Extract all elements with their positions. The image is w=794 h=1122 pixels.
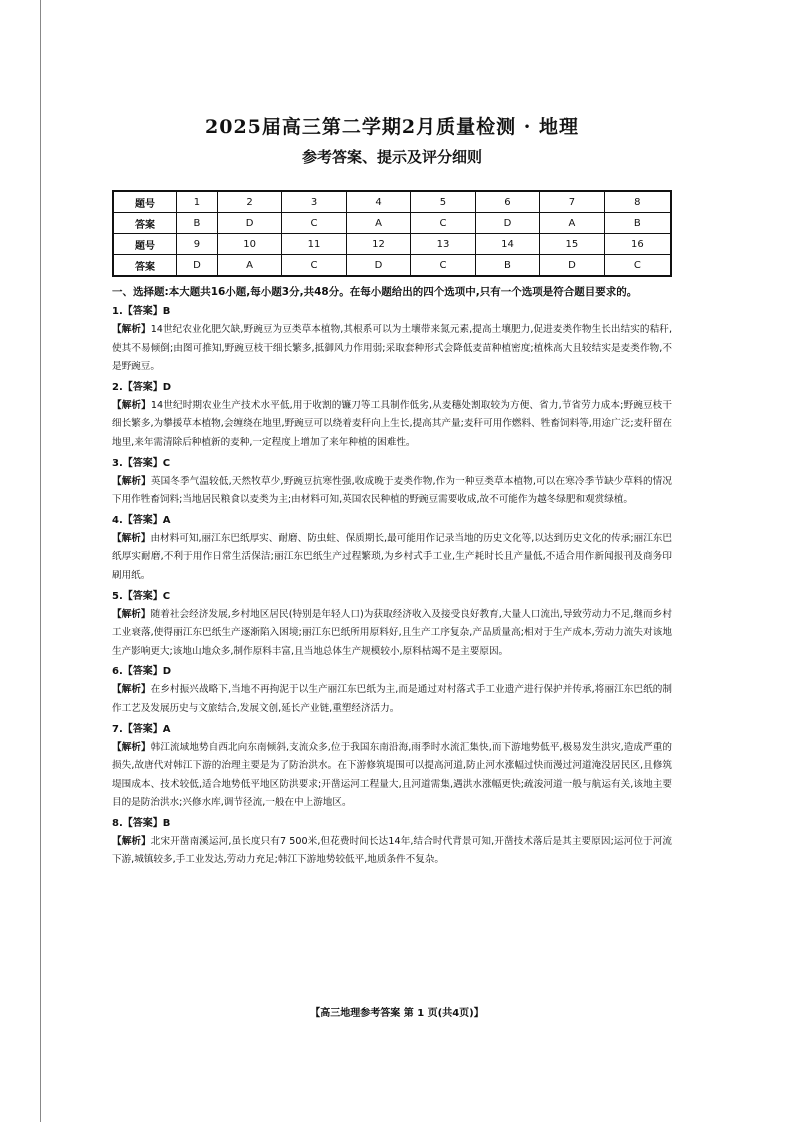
answer-table-cell: 13 <box>411 234 475 255</box>
answer-table-row <box>113 191 671 213</box>
answer-table-cell: 15 <box>540 234 604 255</box>
question-list <box>112 303 672 870</box>
answer-table-cell: 12 <box>346 234 410 255</box>
answer-table-cell: 7 <box>540 191 604 213</box>
analysis-body: 由材料可知,丽江东巴纸厚实、耐磨、防虫蛀、保质期长,最可能用作记录当地的历史文化等,以达到历史文化的传承;丽江东巴纸厚实耐磨,不利于用作日常生活保洁;丽江东巴纸生产过程繁琐,为乡村式手工业,生产耗时长且产量低,不适合用作新闻报刊及商务印刷用纸。 <box>112 532 673 581</box>
answer-table-body <box>113 191 671 276</box>
answer-letter: D <box>162 381 172 393</box>
analysis-tag: 【解析】 <box>112 608 151 620</box>
answer-table-cell: C <box>411 255 475 277</box>
analysis-text <box>112 833 672 870</box>
analysis-tag: 【解析】 <box>112 399 151 411</box>
answer-letter: B <box>162 817 171 829</box>
page-footer: 【高三地理参考答案 第 1 页(共4页)】 <box>310 1008 484 1019</box>
analysis-tag: 【解析】 <box>112 684 151 696</box>
answer-table-row-label: 答案 <box>113 213 177 234</box>
question-number: 1. <box>112 306 123 317</box>
answer-letter: A <box>162 514 171 526</box>
answer-table-cell: A <box>346 213 410 234</box>
question-number: 4. <box>112 514 123 526</box>
page-subtitle: 参考答案、提示及评分细则 <box>301 148 482 166</box>
answer-table-row-label: 答案 <box>113 255 177 277</box>
answer-table-cell: 4 <box>346 191 410 213</box>
answer-table-cell: A <box>217 255 281 277</box>
answer-key-page <box>112 114 672 870</box>
answer-tag: 【答案】 <box>122 723 163 735</box>
answer-tag: 【答案】 <box>122 514 163 526</box>
answer-letter: B <box>162 306 171 317</box>
answer-tag: 【答案】 <box>122 457 163 469</box>
answer-table-cell: 1 <box>177 191 218 213</box>
answer-table-cell: D <box>475 213 539 234</box>
answer-line <box>112 663 672 681</box>
analysis-text <box>112 530 672 586</box>
question-number: 8. <box>112 817 123 829</box>
question-block <box>112 512 672 586</box>
section-title: 一、选择题:本大题共16小题,每小题3分,共48分。在每小题给出的四个选项中,只有一个选项是符合题目要求的。 <box>112 286 638 298</box>
answer-line <box>112 721 672 739</box>
answer-table <box>112 190 672 277</box>
analysis-text <box>112 681 672 718</box>
analysis-body: 14世纪农业化肥欠缺,野豌豆为豆类草本植物,其根系可以为土壤带来氮元素,提高土壤肥力,促进麦类作物生长出结实的秸秆,使其不易倾倒;由图可推知,野豌豆枝干细长繁多,抵御风力作用弱;采取套种形式会降低麦苗种植密度;植株高大且较结实是麦类作物,不是野豌豆。 <box>112 324 672 373</box>
analysis-tag: 【解析】 <box>112 532 151 544</box>
analysis-text <box>112 397 672 453</box>
answer-table-cell: 5 <box>411 191 475 213</box>
answer-table-row-label: 题号 <box>113 234 177 255</box>
answer-table-row <box>113 213 671 234</box>
question-number: 3. <box>112 457 123 469</box>
answer-line <box>112 815 672 833</box>
answer-table-cell: D <box>346 255 410 277</box>
answer-table-cell: D <box>540 255 604 277</box>
analysis-body: 英国冬季气温较低,天然牧草少,野豌豆抗寒性强,收成晚于麦类作物,作为一种豆类草本植物,可以在寒冷季节缺少草料的情况下用作牲畜饲料;当地居民粮食以麦类为主;由材料可知,英国农民种植的野豌豆需要收成,故不可能作为越冬绿肥和观赏绿植。 <box>112 475 672 506</box>
answer-table-cell: 2 <box>217 191 281 213</box>
question-number: 2. <box>112 381 123 393</box>
answer-table-cell: 6 <box>475 191 539 213</box>
answer-letter: C <box>162 590 171 602</box>
answer-table-cell: D <box>217 213 281 234</box>
answer-table-cell: B <box>475 255 539 277</box>
answer-table-cell: 8 <box>604 191 671 213</box>
answer-line <box>112 588 672 606</box>
answer-tag: 【答案】 <box>122 590 163 602</box>
question-number: 5. <box>112 590 123 602</box>
answer-table-cell: D <box>177 255 218 277</box>
answer-table-row <box>113 255 671 277</box>
answer-table-cell: B <box>604 213 671 234</box>
analysis-body: 北宋开凿南溪运河,虽长度只有7 500米,但花费时间长达14年,结合时代背景可知,开凿技术落后是其主要原因;运河位于河流下游,城镇较多,手工业发达,劳动力充足;韩江下游地势较低平,地质条件不复杂。 <box>112 835 673 866</box>
answer-table-cell: B <box>177 213 218 234</box>
answer-letter: C <box>162 457 171 469</box>
answer-table-row <box>113 234 671 255</box>
answer-tag: 【答案】 <box>122 381 163 393</box>
question-block <box>112 815 672 870</box>
answer-table-cell: A <box>540 213 604 234</box>
answer-table-cell: 16 <box>604 234 671 255</box>
answer-letter: D <box>162 666 172 678</box>
analysis-text <box>112 739 672 813</box>
answer-tag: 【答案】 <box>122 306 163 317</box>
analysis-text <box>112 606 672 662</box>
answer-table-cell: 3 <box>282 191 346 213</box>
analysis-tag: 【解析】 <box>112 475 151 487</box>
question-block <box>112 588 672 662</box>
answer-table-cell: C <box>411 213 475 234</box>
answer-table-cell: C <box>282 213 346 234</box>
answer-table-cell: 11 <box>282 234 346 255</box>
question-block <box>112 303 672 377</box>
answer-line <box>112 455 672 473</box>
question-block <box>112 721 672 813</box>
analysis-text <box>112 473 672 510</box>
answer-table-cell: C <box>604 255 671 277</box>
answer-line <box>112 303 672 321</box>
answer-line <box>112 379 672 397</box>
question-number: 6. <box>112 666 123 678</box>
answer-tag: 【答案】 <box>122 666 163 678</box>
analysis-body: 随着社会经济发展,乡村地区居民(特别是年轻人口)为获取经济收入及接受良好教育,大量人口流出,导致劳动力不足,继而乡村工业衰落,使得丽江东巴纸生产逐渐陷入困境;丽江东巴纸所用原料好,且生产工序复杂,产品质量高;相对于生产成本,劳动力流失对该地生产影响更大;该地山地众多,制作原料丰富,且当地总体生产规模较小,原料枯竭不是主要原因。 <box>112 608 672 657</box>
answer-tag: 【答案】 <box>122 817 163 829</box>
answer-table-cell: 9 <box>177 234 218 255</box>
question-number: 7. <box>112 723 123 735</box>
question-block <box>112 379 672 453</box>
analysis-tag: 【解析】 <box>112 741 151 753</box>
analysis-body: 14世纪时期农业生产技术水平低,用于收割的镰刀等工具制作低劣,从麦穗处割取较为方便、省力,节省劳力成本;野豌豆枝干细长繁多,为攀援草本植物,会缠绕在地里,野豌豆可以绕着麦秆向上生长,提高其产量;麦秆可用作燃料、牲畜饲料等,用途广泛;麦秆留在地里,来年需清除后种植新的麦种,一定程度上增加了来年种植的困难性。 <box>112 399 672 448</box>
answer-table-row-label: 题号 <box>113 191 177 213</box>
question-block <box>112 455 672 510</box>
answer-letter: A <box>162 723 171 735</box>
answer-table-cell: 14 <box>475 234 539 255</box>
analysis-tag: 【解析】 <box>112 835 151 847</box>
analysis-body: 在乡村振兴战略下,当地不再拘泥于以生产丽江东巴纸为主,而是通过对村落式手工业遗产进行保护并传承,将丽江东巴纸的制作工艺及发展历史与文旅结合,发展文创,延长产业链,重塑经济活力。 <box>112 684 673 714</box>
analysis-body: 韩江流域地势自西北向东南倾斜,支流众多,位于我国东南沿海,雨季时水流汇集快,而下游地势低平,极易发生洪灾,造成严重的损失,故唐代对韩江下游的治理主要是为了防治洪水。在下游修筑堤围可以提高河道,防止河水涨幅过快而漫过河道淹没居民区,且修筑堤围成本、技术较低,适合地势低平地区防洪要求;开凿运河工程量大,且河道需集,遇洪水涨幅更快;疏浚河道一般与航运有关,该地主要目的是防治洪水;兴修水库,调节径流,一般在中上游地区。 <box>112 741 673 809</box>
page-title: 2025届高三第二学期2月质量检测 · 地理 <box>205 116 579 138</box>
analysis-tag: 【解析】 <box>112 324 151 335</box>
question-block <box>112 663 672 718</box>
answer-table-cell: C <box>282 255 346 277</box>
answer-line <box>112 512 672 530</box>
analysis-text <box>112 321 672 377</box>
answer-table-cell: 10 <box>217 234 281 255</box>
binding-margin-line <box>40 0 41 1122</box>
